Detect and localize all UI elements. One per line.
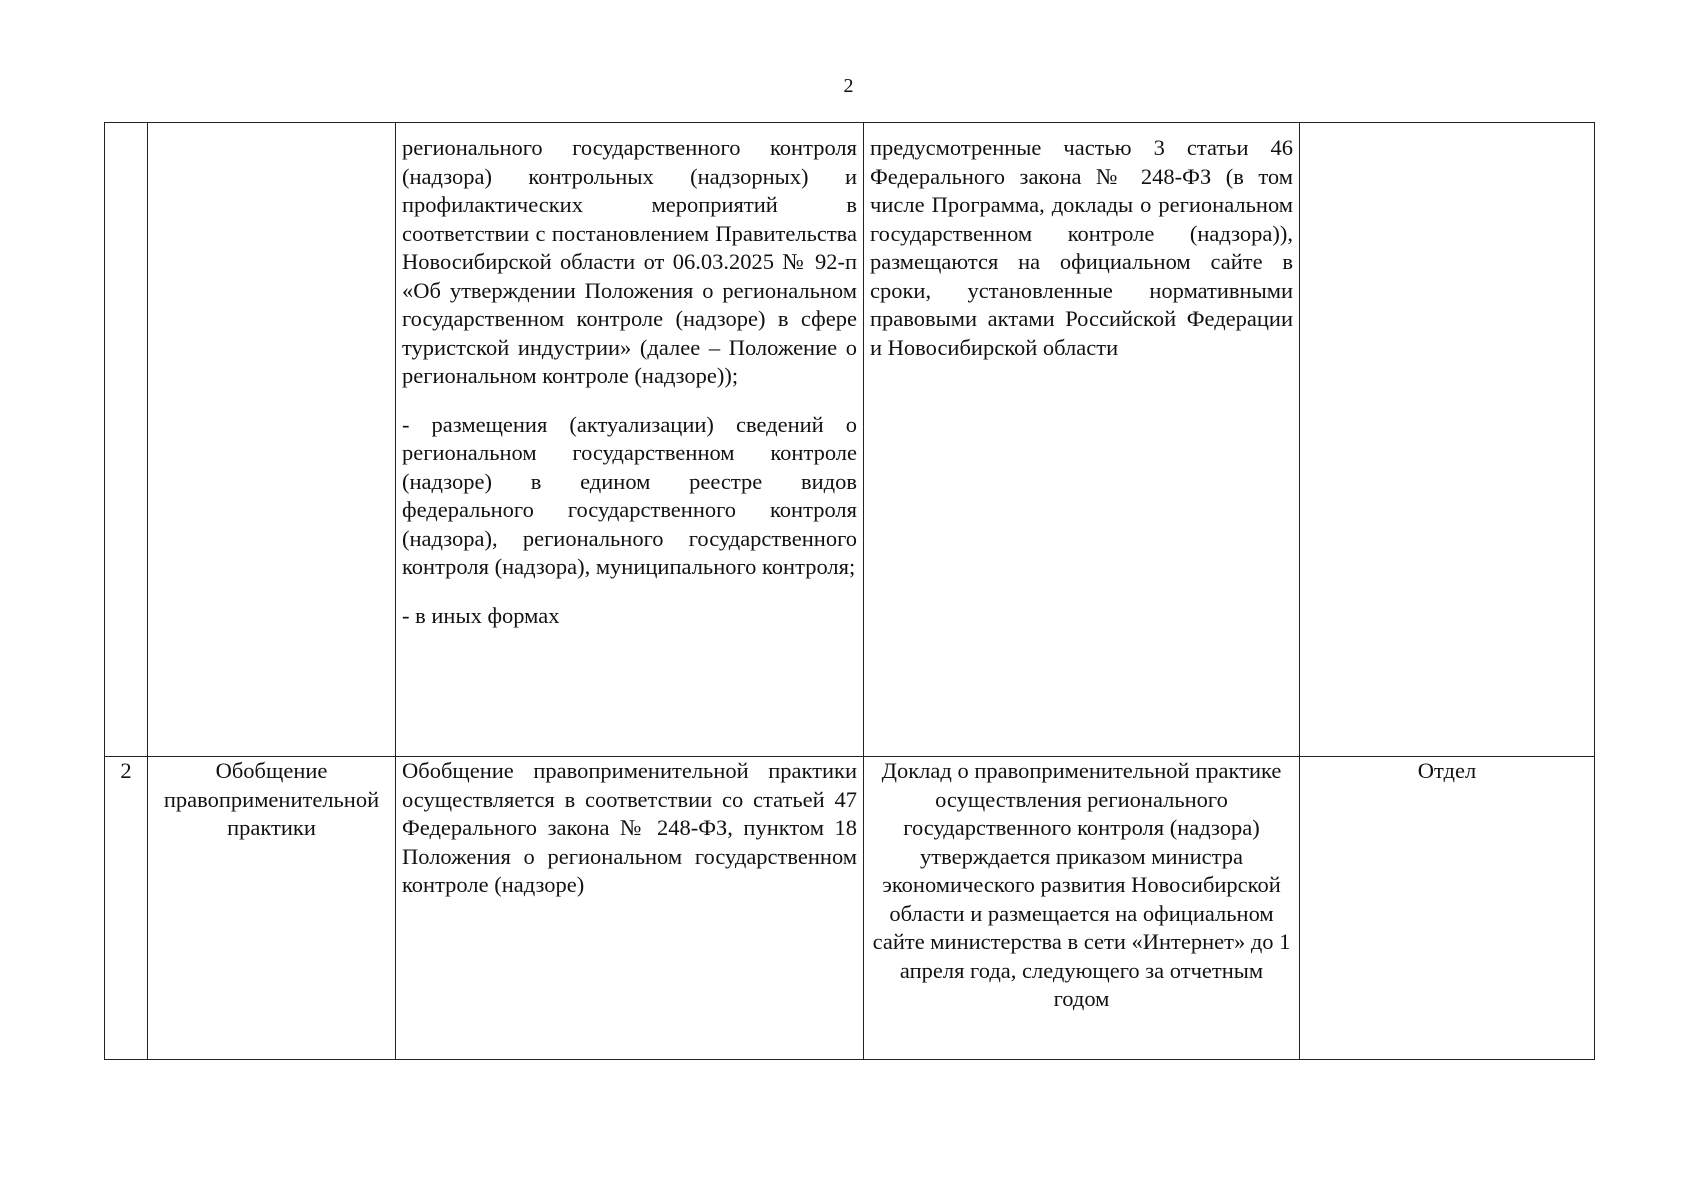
content-paragraph: Обобщение правоприменительной практики осуществляется в соответствии со статьей 47 Федерального закона № 248-ФЗ, пунктом 18 Положения о региональном государственном контроле (надзоре): [402, 758, 857, 897]
measures-table: [104, 122, 1595, 1060]
table-row: [105, 123, 1595, 757]
cell-result: Доклад о правоприменительной практике осуществления регионального государственного контроля (надзора) утверждается приказом министра экономического развития Новосибирской области и размещается на официальном сайте министерства в сети «Интернет» до 1 апреля года, следующего за отчетным годом: [864, 757, 1300, 1060]
page-number: 2: [843, 75, 854, 97]
content-paragraph: - размещения (актуализации) сведений о региональном государственном контроле (надзоре) в едином реестре видов федерального государственного контроля (надзора), регионального государственного контроля (надзора), муниципального контроля;: [402, 411, 857, 579]
cell-measure-name: Обобщение правоприменительной практики: [148, 757, 396, 1060]
cell-responsible: Отдел: [1300, 757, 1595, 1060]
content-paragraph: регионального государственного контроля (надзора) контрольных (надзорных) и профилактических мероприятий в соответствии с постановлением Правительства Новосибирской области от 06.03.2025 № 92-п «Об утверждении Положения о региональном государственном контроле (надзоре) в сфере туристской индустрии» (далее – Положение о региональном контроле (надзоре));: [402, 135, 857, 388]
cell-measure-content: [396, 123, 864, 757]
cell-number: 2: [105, 757, 148, 1060]
cell-responsible: [1300, 123, 1595, 757]
content-paragraph: - в иных формах: [402, 602, 560, 628]
table-row: [105, 757, 1595, 1060]
cell-result: предусмотренные частью 3 статьи 46 Федерального закона № 248-ФЗ (в том числе Программа, доклады о региональном государственном контроле (надзора)), размещаются на официальном сайте в сроки, установленные нормативными правовыми актами Российской Федерации и Новосибирской области: [864, 123, 1300, 757]
cell-measure-name: [148, 123, 396, 757]
cell-measure-content: [396, 757, 864, 1060]
cell-number: [105, 123, 148, 757]
